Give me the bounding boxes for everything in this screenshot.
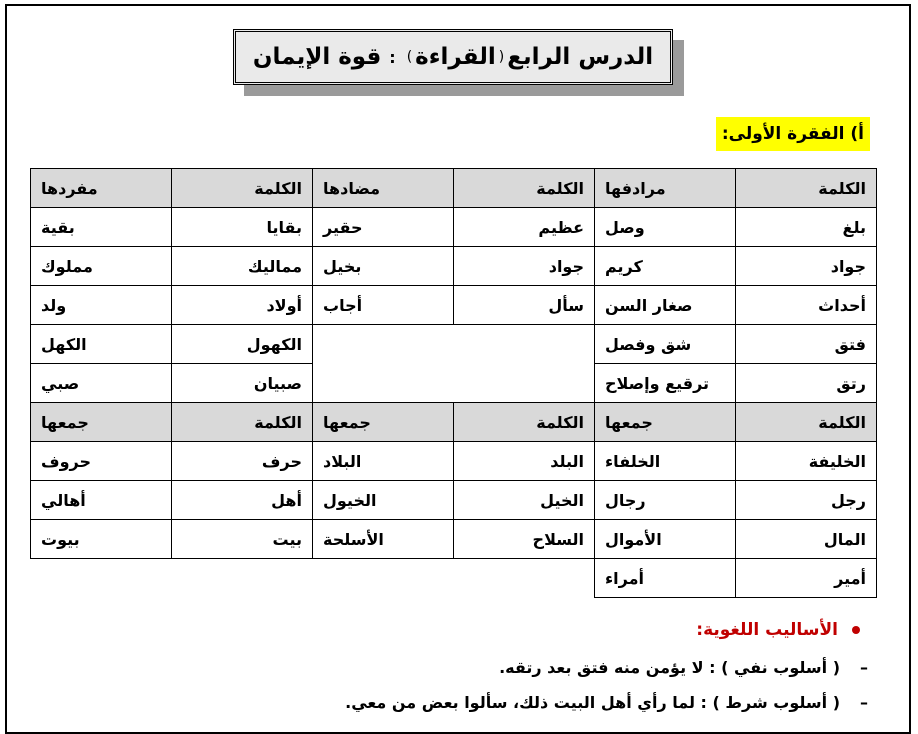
table-cell: أهل [172,481,313,520]
table-cell: ولد [31,286,172,325]
lesson-title [233,29,673,85]
table-header-cell: الكلمة [172,169,313,208]
table-cell: الأسلحة [313,520,454,559]
dash-icon: – [860,658,868,677]
table-cell: الخليفة [736,442,877,481]
table-header-cell: جمعها [595,403,736,442]
table-header-cell: مرادفها [595,169,736,208]
table-cell: بلغ [736,208,877,247]
table-cell: بيوت [31,520,172,559]
table-row [31,364,877,403]
table-row [31,208,877,247]
title-paren-close: ) [406,49,413,65]
table-cell: حروف [31,442,172,481]
table-header-cell: مفردها [31,169,172,208]
table-header-row [31,169,877,208]
title-colon: : [389,47,396,67]
table-cell: أمير [736,559,877,598]
table-cell: عظيم [454,208,595,247]
table-cell: حرف [172,442,313,481]
bullet-dot-icon [852,626,860,634]
table-cell: فتق [736,325,877,364]
table-row [31,325,877,364]
table-cell: رجال [595,481,736,520]
table-cell: الكهل [31,325,172,364]
table-row [31,559,877,598]
table-header-cell: الكلمة [454,403,595,442]
table-header-cell: الكلمة [736,169,877,208]
table-cell: المال [736,520,877,559]
dash-icon: – [860,693,868,712]
table-cell: شق وفصل [595,325,736,364]
vocabulary-table [30,168,877,598]
table-row [31,247,877,286]
table-cell: الكهول [172,325,313,364]
table-cell: صبي [31,364,172,403]
table-header-cell: مضادها [313,169,454,208]
styles-heading-line [696,620,860,640]
table-cell: سأل [454,286,595,325]
table-cell: بقية [31,208,172,247]
table-cell: بقايا [172,208,313,247]
table-cell: البلد [454,442,595,481]
table-cell: مملوك [31,247,172,286]
table-cell: جواد [736,247,877,286]
table-header-cell: الكلمة [454,169,595,208]
table-header-row [31,403,877,442]
table-cell [313,559,454,598]
style-item-text: ( أسلوب شرط ) : لما رأي أهل البيت ذلك، سألوا بعض من معي. [345,693,840,712]
table-header-cell: الكلمة [172,403,313,442]
table-header-cell: جمعها [313,403,454,442]
style-item [345,693,870,712]
table-cell: الخلفاء [595,442,736,481]
table-cell: الخيول [313,481,454,520]
table-cell: الخيل [454,481,595,520]
table-cell: بخيل [313,247,454,286]
table-cell [313,325,454,364]
table-cell: أهالي [31,481,172,520]
table-cell: أولاد [172,286,313,325]
table-row [31,520,877,559]
table-cell: رتق [736,364,877,403]
style-item [499,658,870,677]
table-header-cell: الكلمة [736,403,877,442]
table-cell [454,559,595,598]
styles-heading: الأساليب اللغوية: [696,620,838,640]
title-paren-open: ( [498,49,505,65]
table-cell: أحداث [736,286,877,325]
title-main: الدرس الرابع [507,44,654,70]
table-cell: الأموال [595,520,736,559]
table-cell [172,559,313,598]
table-cell: وصل [595,208,736,247]
table-cell: بيت [172,520,313,559]
title-topic: قوة الإيمان [252,44,382,70]
table-cell: البلاد [313,442,454,481]
title-reading: القراءة [415,44,496,70]
table-cell: جواد [454,247,595,286]
table-row [31,286,877,325]
style-item-text: ( أسلوب نفي ) : لا يؤمن منه فتق بعد رتقه. [499,658,840,677]
table-cell: صغار السن [595,286,736,325]
table-cell: رجل [736,481,877,520]
table-header-cell: جمعها [31,403,172,442]
table-cell: السلاح [454,520,595,559]
table-cell [454,364,595,403]
section-label: أ) الفقرة الأولى: [716,117,870,151]
table-cell: أجاب [313,286,454,325]
table-cell: حقير [313,208,454,247]
table-cell: ترقيع وإصلاح [595,364,736,403]
table-cell [454,325,595,364]
table-cell [31,559,172,598]
table-cell [313,364,454,403]
table-row [31,442,877,481]
table-cell: مماليك [172,247,313,286]
table-cell: كريم [595,247,736,286]
table-row [31,481,877,520]
table-cell: أمراء [595,559,736,598]
table-cell: صبيان [172,364,313,403]
